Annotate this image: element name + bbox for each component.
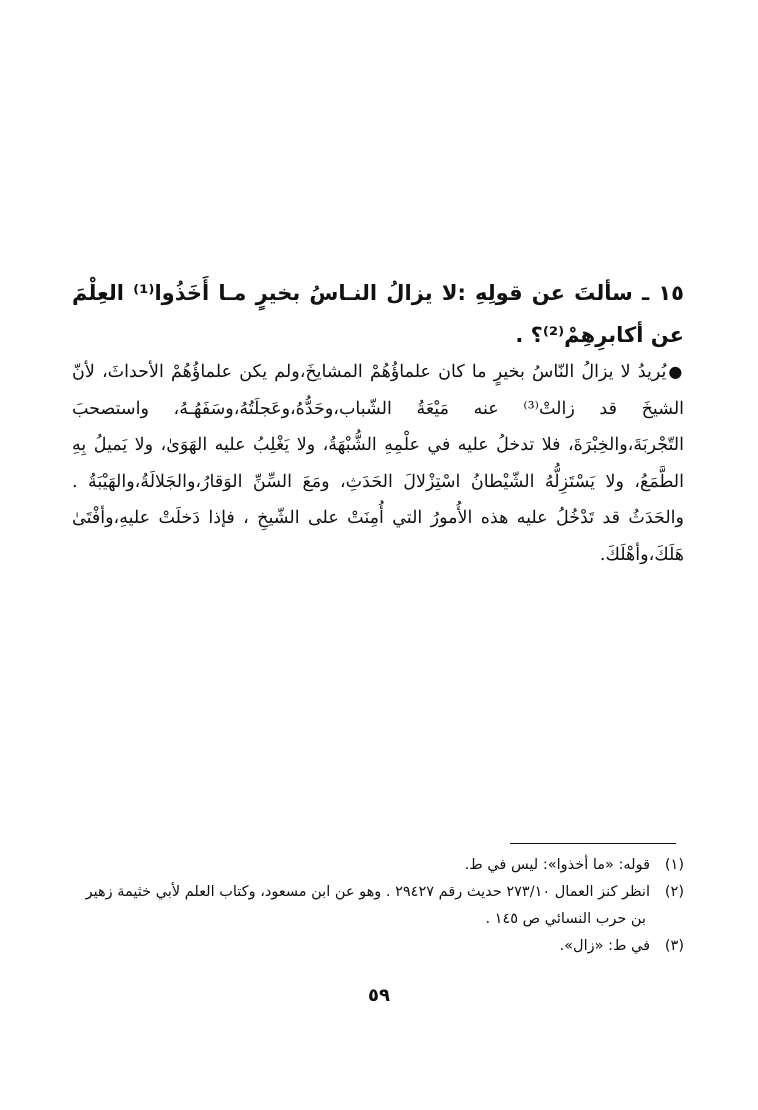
bullet-icon: ● [668,362,684,381]
question-number: ١٥ ـ [642,281,684,305]
footnote-text: قوله: «ما أخذوا»: ليس في ط. [464,857,650,873]
question-text: سألتَ عن قولِهِ :لا يزالُ النـاسُ بخيرٍ مـا أَخَذُوا⁽¹⁾ العِلْمَ عن أكابرِهِمْ⁽²⁾؟ . [72,281,684,347]
footnote-2 [72,879,684,933]
footnotes [72,852,684,960]
footnote-number: (٢) [664,884,684,900]
footnote-number: (١) [664,857,684,873]
footnote-1 [72,852,684,879]
footnote-divider [510,843,676,844]
footnote-3 [72,933,684,960]
answer-paragraph [72,354,684,573]
question-heading [72,272,684,356]
footnote-number: (٣) [664,938,684,954]
answer-text: يُريدُ لا يزالُ النّاسُ بخيرٍ ما كان علماؤُهُمْ المشايخَ،ولم يكن علماؤُهُمْ الأحداثَ، لأنّ الشيخَ قد زالتْ⁽³⁾ عنه مَيْعَةُ الشّباب،وحَدُّهُ،وعَجلَتُهُ،وسَفَهُـهُ، واستصحبَ التّجْربَةَ،والخِبْرَةَ، فلا تدخلُ عليه في علْمِهِ الشُّبْهَةُ، ولا يَغْلِبُ عليه الهَوَىٰ، ولا يَميلُ بِهِ الطَّمَعُ، ولا يَسْتَزِلُّهُ الشّيْطانُ اسْتِزْلالَ الحَدَثِ، ومَعَ السِّنِّ الوَقارُ،والجَلالَةُ،والهَيْبَةُ . والحَدَثُ قد تَدْخُلُ عليه هذه الأُمورُ التي أُمِنَتْ على الشّيخِ ، فإذا دَخلَتْ عليهِ،وأفْتَىٰ هَلَكَ،وأهْلَكَ. [72,362,685,565]
page-number: ٥٩ [368,985,390,1006]
footnote-text: في ط: «زال». [559,938,650,954]
footnote-text: انظر كنز العمال ٢٧٣/١٠ حديث رقم ٢٩٤٢٧ . وهو عن ابن مسعود، وكتاب العلم لأبي خثيمة زهير بن حرب النسائي ص ١٤٥ . [85,884,650,927]
